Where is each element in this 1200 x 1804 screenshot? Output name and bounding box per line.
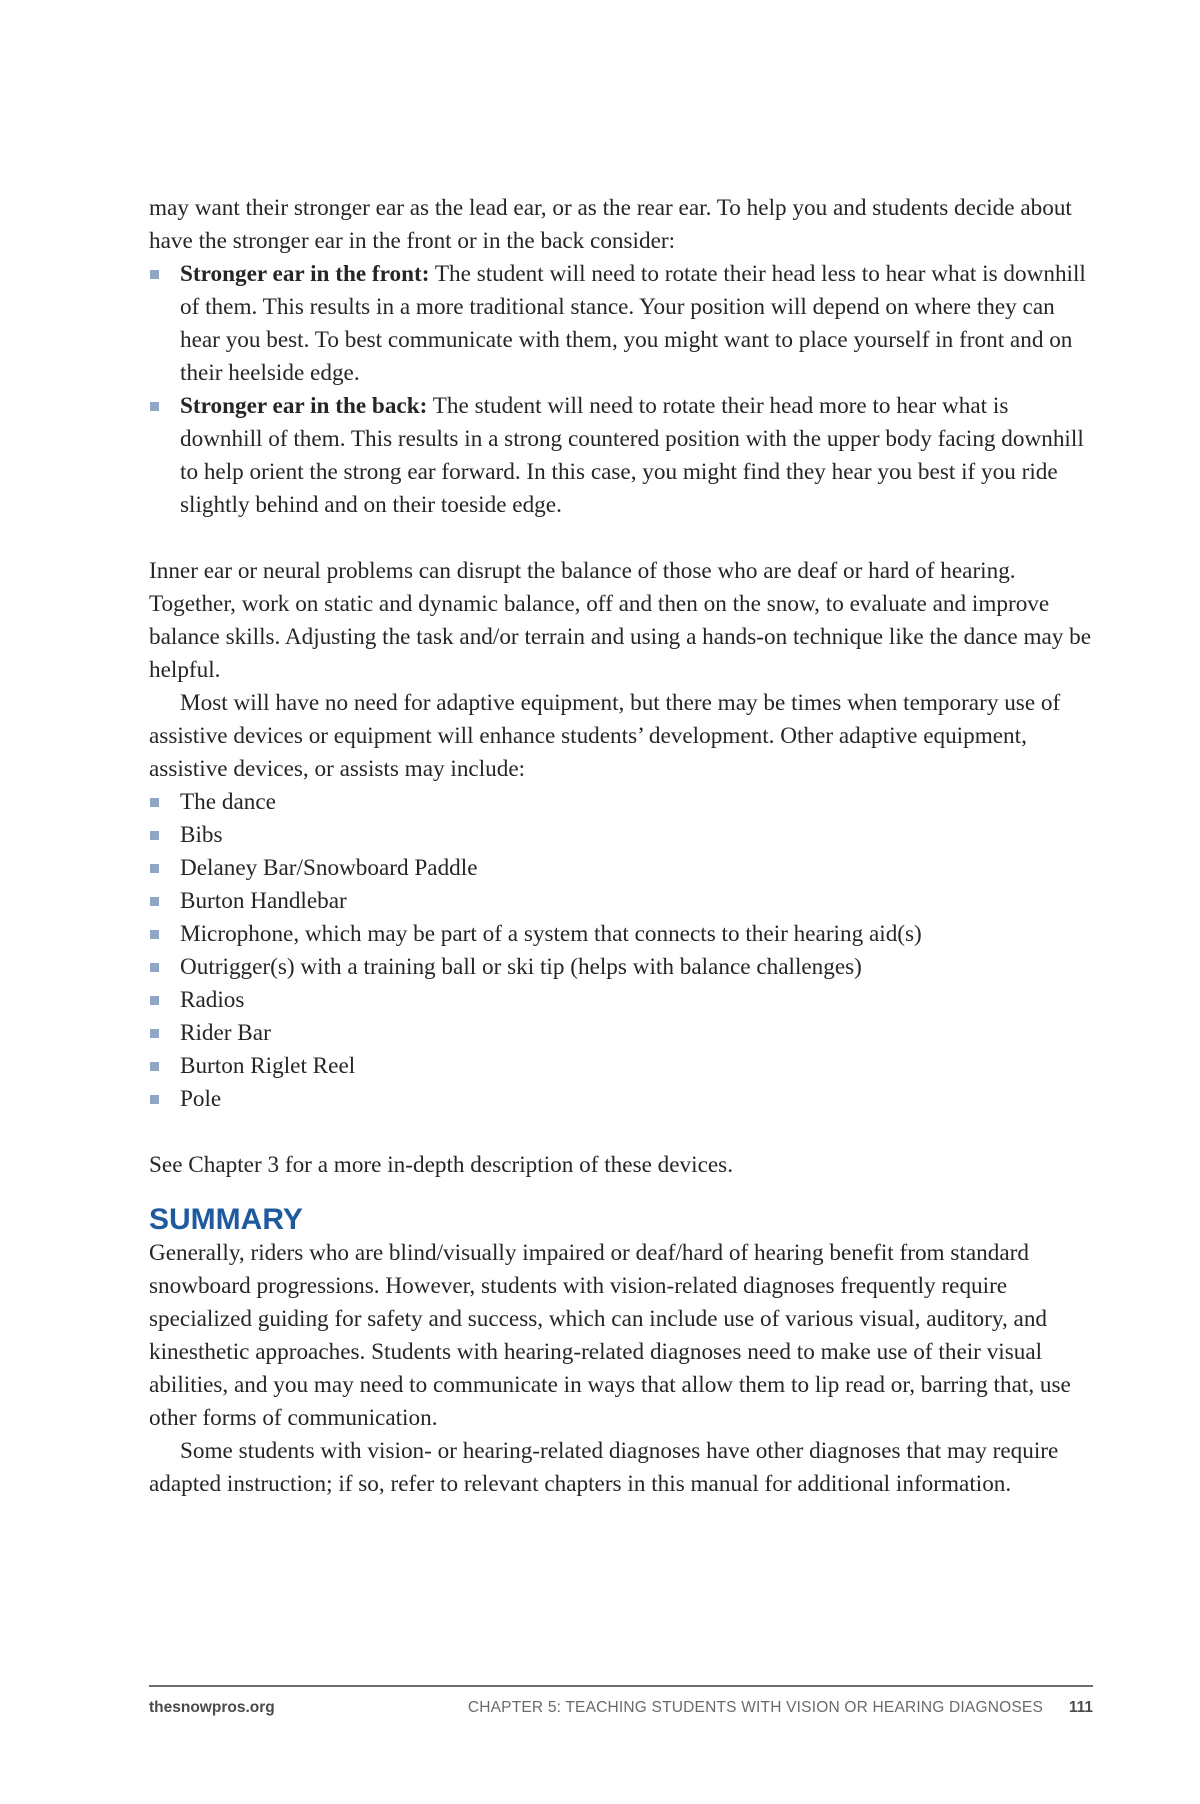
equipment-list [149,786,1094,1116]
summary-heading: SUMMARY [149,1203,303,1236]
list-item-text: Burton Handlebar [180,888,347,914]
square-bullet-icon [150,798,159,807]
list-item-text: Microphone, which may be part of a system that connects to their hearing aid(s) [180,921,922,947]
list-item [149,1050,1094,1083]
equipment-intro-paragraph: Most will have no need for adaptive equipment, but there may be times when temporary use of assistive devices or equipment will enhance students’ development. Other adaptive equipment, assistive devices, or assists may include: [149,690,1061,782]
list-item [149,984,1094,1017]
list-item [149,852,1094,885]
square-bullet-icon [150,930,159,939]
list-item-text: The student will need to rotate their head more to hear what is downhill of them. This results in a strong countered position with the upper body facing downhill to help orient the strong ear forward. In this case, you might find they hear you best if you ride slightly behind and on their toeside edge. [180,393,1084,518]
square-bullet-icon [150,897,159,906]
list-item [149,819,1094,852]
square-bullet-icon [150,402,159,411]
list-item-text: Radios [180,987,245,1013]
square-bullet-icon [150,996,159,1005]
list-item-text: Bibs [180,822,223,848]
list-item-lead: Stronger ear in the front: [180,261,430,287]
footer-chapter-title: CHAPTER 5: TEACHING STUDENTS WITH VISION OR HEARING DIAGNOSES [467,1699,1043,1716]
summary-paragraph: Generally, riders who are blind/visually impaired or deaf/hard of hearing benefit from standard snowboard progressions. However, students with vision-related diagnoses frequently require specialized guiding for safety and success, which can include use of various visual, auditory, and kinesthetic approaches. Students with hearing-related diagnoses need to make use of their visual abilities, and you may need to communicate in ways that allow them to lip read or, barring that, use other forms of communication. [149,1240,1071,1431]
square-bullet-icon [150,831,159,840]
square-bullet-icon [150,1029,159,1038]
see-chapter-paragraph: See Chapter 3 for a more in-depth description of these devices. [149,1152,734,1178]
spacer [149,522,1094,555]
list-item [149,885,1094,918]
square-bullet-icon [150,963,159,972]
list-item [149,786,1094,819]
intro-paragraph: may want their stronger ear as the lead ear, or as the rear ear. To help you and students decide about have the stronger ear in the front or in the back consider: [149,195,1072,254]
footer-divider [149,1685,1093,1687]
balance-paragraph: Inner ear or neural problems can disrupt the balance of those who are deaf or hard of hearing. Together, work on static and dynamic balance, off and then on the snow, to evaluate and improve balance skills. Adjusting the task and/or terrain and using a hands-on technique like the dance may be helpful. [149,558,1092,683]
summary-paragraph-2: Some students with vision- or hearing-related diagnoses have other diagnoses that may require adapted instruction; if so, refer to relevant chapters in this manual for additional information. [149,1438,1059,1497]
list-item [149,918,1094,951]
list-item-text: The dance [180,789,276,815]
list-item [149,951,1094,984]
list-item-text: Burton Riglet Reel [180,1053,356,1079]
list-item [149,390,1094,522]
page-number: 111 [1068,1699,1093,1716]
list-item [149,1083,1094,1116]
square-bullet-icon [150,1095,159,1104]
list-item-text: Outrigger(s) with a training ball or ski tip (helps with balance challenges) [180,954,862,980]
page-footer [149,1696,1093,1720]
square-bullet-icon [150,864,159,873]
list-item [149,258,1094,390]
list-item [149,1017,1094,1050]
list-item-lead: Stronger ear in the back: [180,393,428,419]
ear-options-list [149,258,1094,522]
list-item-text: Delaney Bar/Snowboard Paddle [180,855,478,881]
footer-site-link[interactable]: thesnowpros.org [149,1699,275,1716]
list-item-text: Pole [180,1086,222,1112]
list-item-text: The student will need to rotate their head less to hear what is downhill of them. This results in a more traditional stance. Your position will depend on where they can hear you best. To best communicate with them, you might want to place yourself in front and on their heelside edge. [180,261,1086,386]
page-body [149,192,1094,1501]
square-bullet-icon [150,270,159,279]
square-bullet-icon [150,1062,159,1071]
spacer [149,1116,1094,1149]
list-item-text: Rider Bar [180,1020,271,1046]
